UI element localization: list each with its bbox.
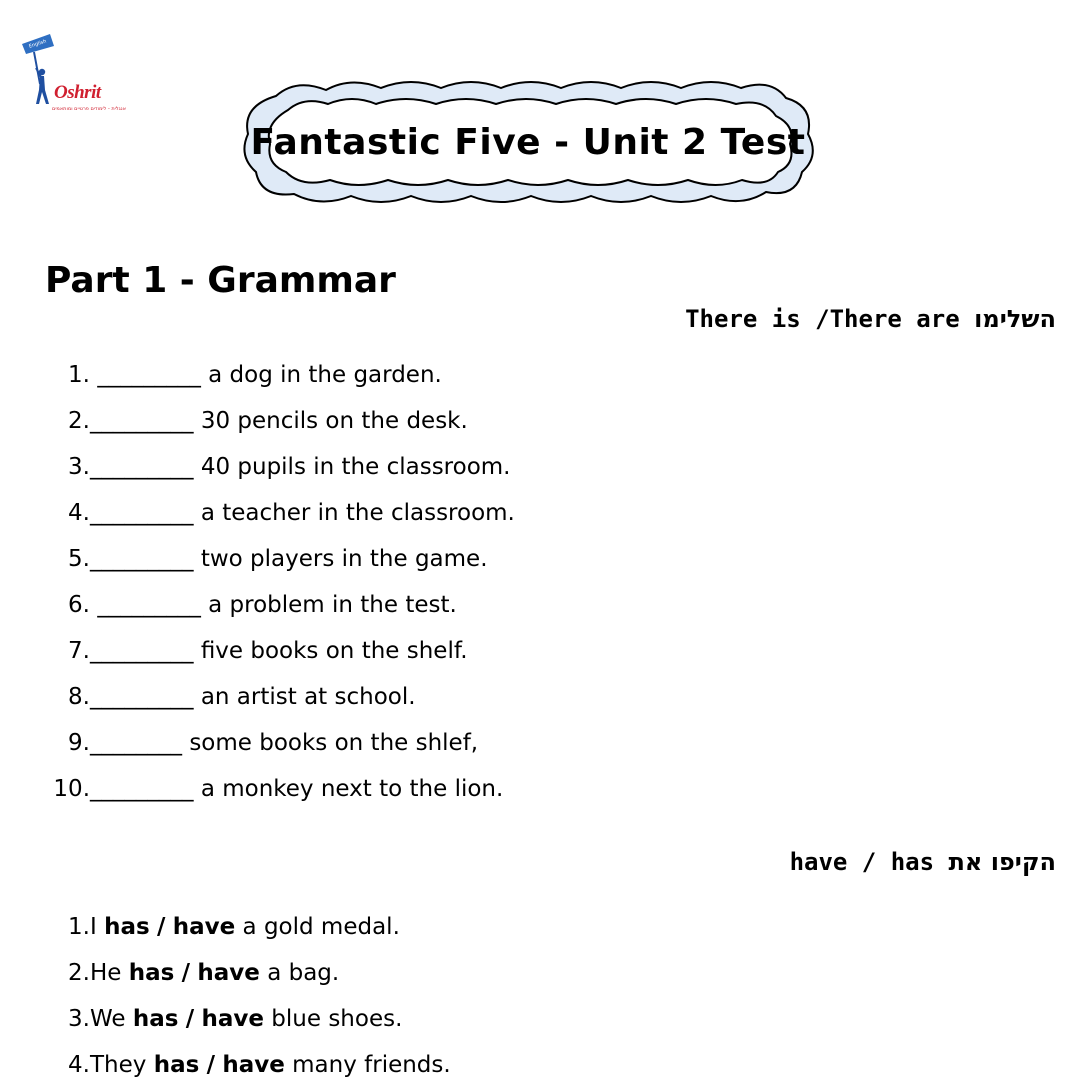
item-text: a bag.: [267, 960, 340, 986]
item-number: 5.: [68, 546, 90, 572]
choice-has[interactable]: has: [153, 1052, 200, 1078]
choice-separator: /: [206, 1052, 216, 1078]
item-subject: They: [90, 1052, 147, 1078]
choice-has[interactable]: has: [128, 960, 175, 986]
list-item: [0, 360, 442, 390]
answer-blank[interactable]: ________: [90, 730, 182, 756]
item-subject: We: [90, 1006, 126, 1032]
choice-separator: /: [181, 960, 191, 986]
item-number: 1.: [68, 914, 90, 940]
page-title: Fantastic Five - Unit 2 Test: [250, 121, 806, 163]
list-item: [0, 636, 468, 666]
item-number: 7.: [68, 638, 90, 664]
oshrit-logo: [20, 32, 127, 117]
list-item: [0, 452, 510, 482]
item-text: a problem in the test.: [208, 592, 457, 618]
item-subject: I: [90, 914, 97, 940]
item-text: blue shoes.: [271, 1006, 403, 1032]
item-number: 10.: [53, 776, 90, 802]
part2-instruction-en: have / has: [789, 848, 935, 876]
item-text: 40 pupils in the classroom.: [200, 454, 511, 480]
list-item: [0, 406, 468, 436]
list-item: [0, 498, 515, 528]
part1-instruction: [685, 305, 1056, 333]
item-subject: He: [90, 960, 122, 986]
item-text: a gold medal.: [242, 914, 400, 940]
part1-instruction-he: השלימו: [974, 305, 1056, 333]
part2-instruction-he: הקיפו את: [948, 848, 1056, 876]
item-text: a teacher in the classroom.: [200, 500, 515, 526]
part1-instruction-en: There is /There are: [685, 305, 960, 333]
list-item: [0, 958, 339, 988]
item-number: 9.: [68, 730, 90, 756]
choice-has[interactable]: has: [132, 1006, 179, 1032]
item-text: some books on the shlef,: [189, 730, 479, 756]
choice-have[interactable]: have: [172, 914, 236, 940]
list-item: [0, 1050, 451, 1080]
logo-name: Oshrit: [54, 82, 101, 103]
item-text: an artist at school.: [200, 684, 416, 710]
choice-have[interactable]: have: [201, 1006, 264, 1032]
list-item: [0, 1004, 402, 1034]
item-number: 8.: [68, 684, 90, 710]
item-text: a dog in the garden.: [208, 362, 442, 388]
item-number: 6.: [68, 592, 90, 618]
flag-person-icon: [20, 32, 110, 117]
list-item: [0, 544, 488, 574]
answer-blank[interactable]: _________: [90, 638, 194, 664]
item-text: many friends.: [292, 1052, 451, 1078]
title-banner: [236, 76, 820, 208]
answer-blank[interactable]: _________: [90, 408, 194, 434]
item-text: 30 pencils on the desk.: [200, 408, 468, 434]
list-item: [0, 682, 416, 712]
list-item: [0, 774, 503, 804]
answer-blank[interactable]: _________: [90, 776, 194, 802]
item-number: 3.: [68, 454, 90, 480]
item-number: 1.: [68, 362, 90, 388]
answer-blank[interactable]: _________: [90, 546, 194, 572]
svg-text:English: English: [28, 38, 48, 50]
answer-blank[interactable]: _________: [97, 592, 201, 618]
list-item: [0, 728, 478, 758]
choice-have[interactable]: have: [222, 1052, 285, 1078]
item-number: 3.: [68, 1006, 90, 1032]
choice-separator: /: [157, 914, 166, 940]
item-number: 2.: [68, 408, 90, 434]
choice-has[interactable]: has: [104, 914, 150, 940]
answer-blank[interactable]: _________: [90, 454, 194, 480]
item-text: two players in the game.: [200, 546, 488, 572]
item-number: 4.: [68, 1052, 90, 1078]
part1-title: Part 1 - Grammar: [45, 260, 396, 301]
answer-blank[interactable]: _________: [97, 362, 201, 388]
list-item: [0, 912, 400, 942]
answer-blank[interactable]: _________: [90, 500, 194, 526]
item-number: 2.: [68, 960, 90, 986]
list-item: [0, 590, 457, 620]
item-number: 4.: [68, 500, 90, 526]
logo-tagline: אנגלית - לימודים פרטיים ומותאמים: [52, 106, 127, 112]
choice-separator: /: [185, 1006, 195, 1032]
item-text: five books on the shelf.: [200, 638, 468, 664]
item-text: a monkey next to the lion.: [200, 776, 504, 802]
answer-blank[interactable]: _________: [90, 684, 194, 710]
part2-instruction: [790, 848, 1056, 876]
choice-have[interactable]: have: [197, 960, 260, 986]
